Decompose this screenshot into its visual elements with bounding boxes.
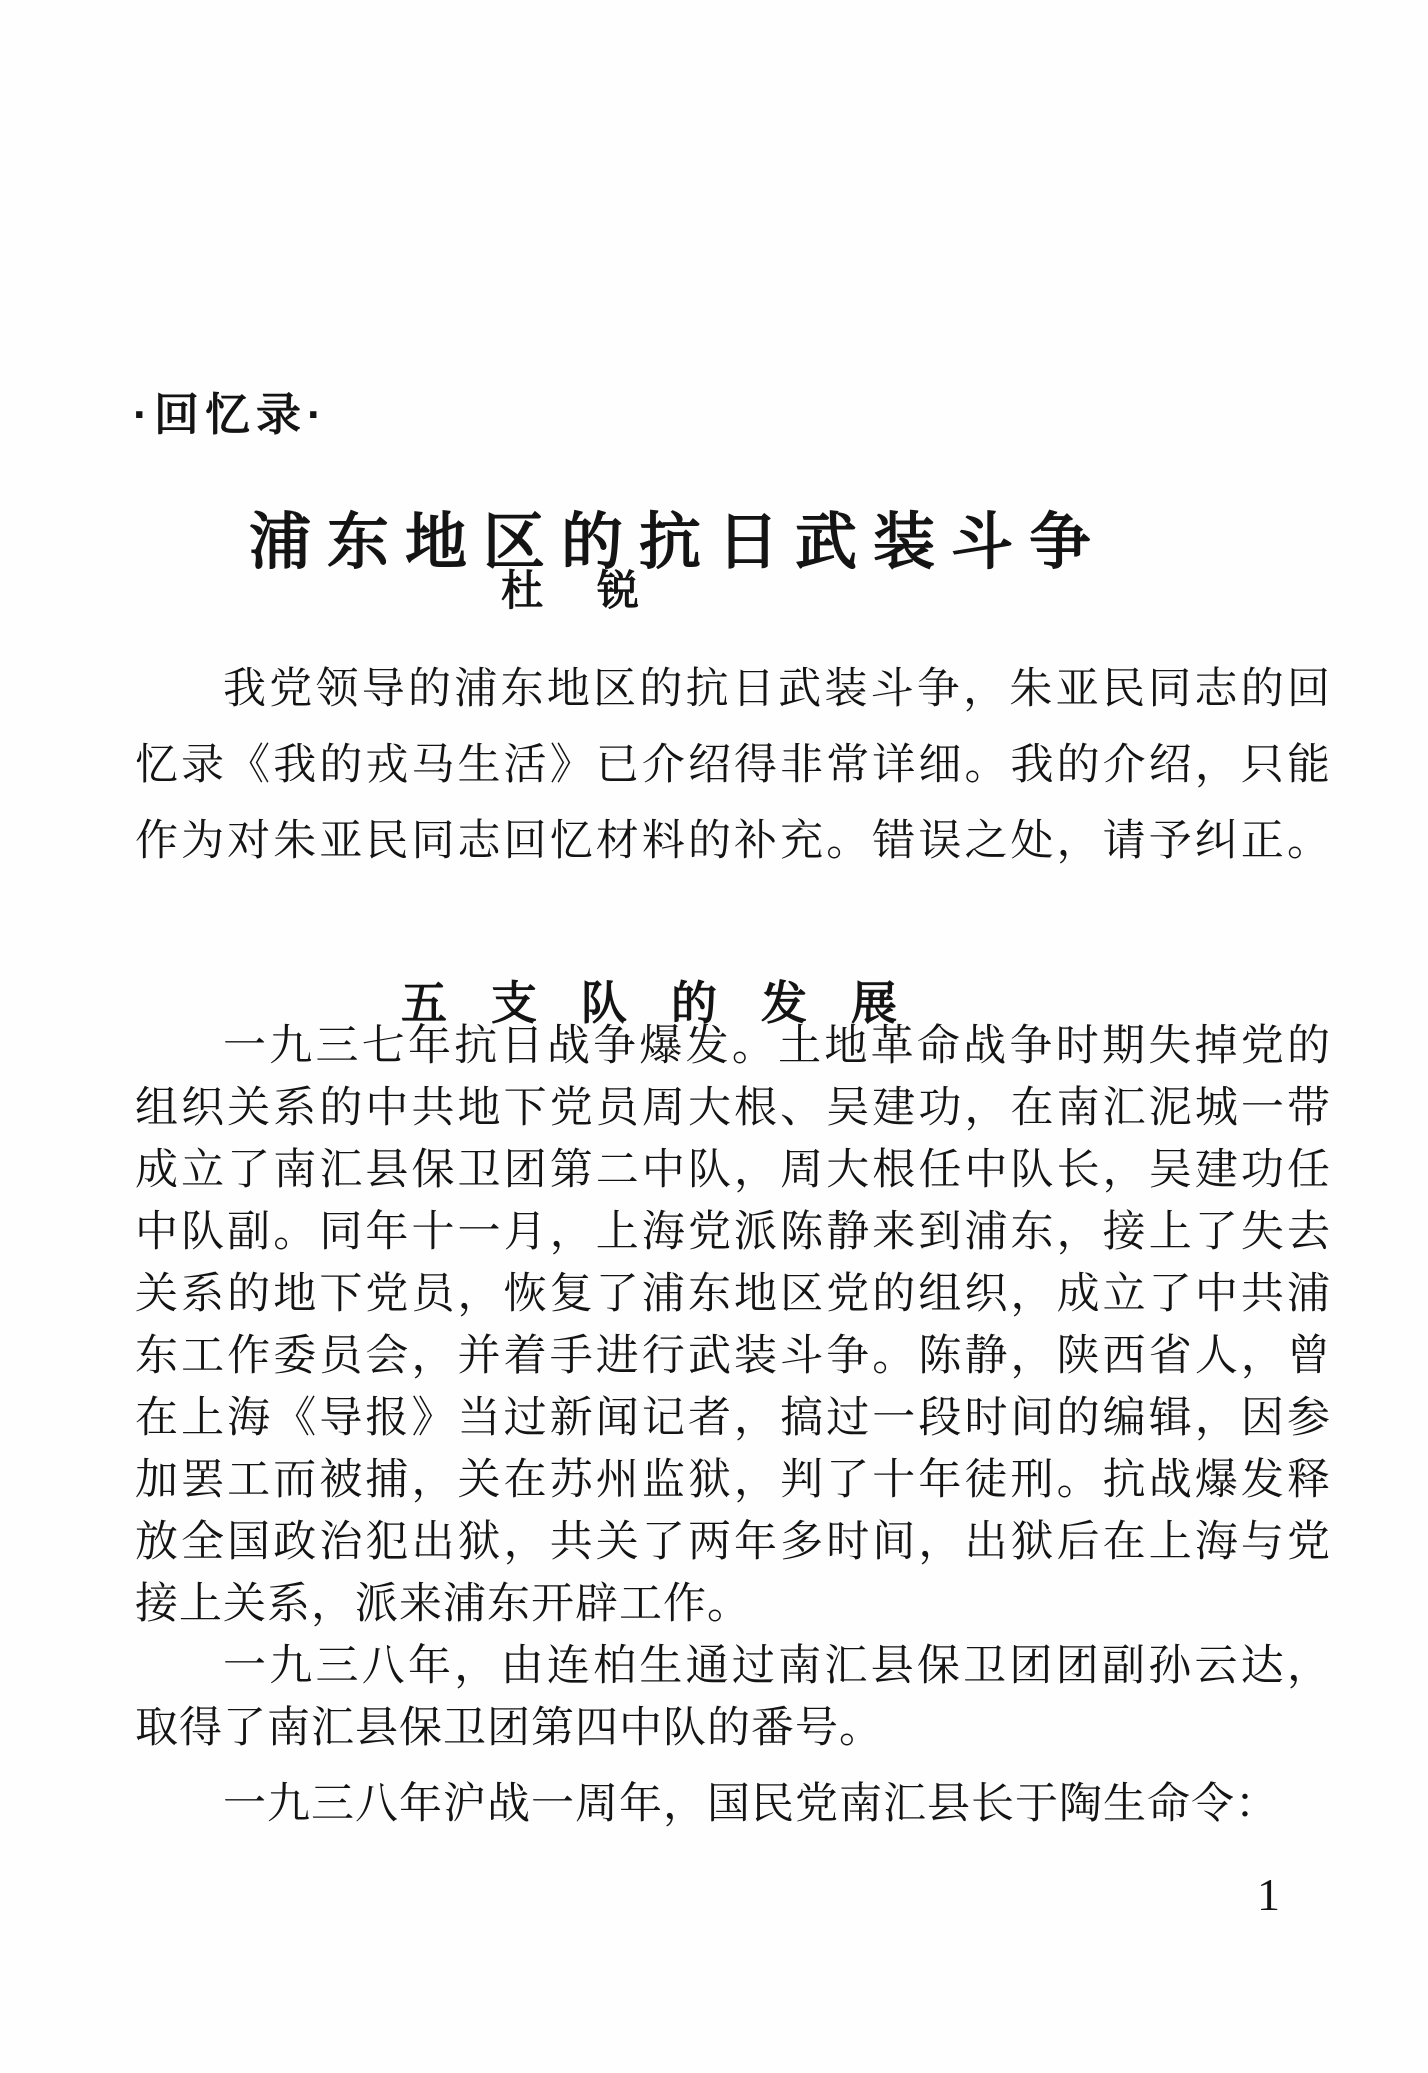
- intro-line: 忆录《我的戎马生活》已介绍得非常详细。我的介绍，只能: [135, 742, 1331, 789]
- body-line: 组织关系的中共地下党员周大根、吴建功，在南汇泥城一带: [135, 1085, 1331, 1132]
- section-heading: 五支队的发展: [401, 977, 941, 1030]
- body-line: 成立了南汇县保卫团第二中队，周大根任中队长，吴建功任: [135, 1147, 1331, 1194]
- body-line: 中队副。同年十一月，上海党派陈静来到浦东，接上了失去: [135, 1209, 1331, 1256]
- intro-line: 作为对朱亚民同志回忆材料的补充。错误之处，请予纠正。: [135, 818, 1331, 865]
- body-line: 东工作委员会，并着手进行武装斗争。陈静，陕西省人，曾: [135, 1333, 1331, 1380]
- page-number: 1: [1257, 1869, 1280, 1920]
- body-line: 一九三八年沪战一周年，国民党南汇县长于陶生命令：: [223, 1781, 1279, 1828]
- intro-paragraph: [135, 652, 1331, 880]
- body-line: 接上关系，派来浦东开辟工作。: [135, 1581, 751, 1628]
- body-line: 一九三七年抗日战争爆发。土地革命战争时期失掉党的: [223, 1023, 1331, 1070]
- body-line: 放全国政治犯出狱，共关了两年多时间，出狱后在上海与党: [135, 1519, 1331, 1566]
- author-name: 杜 锐: [500, 567, 645, 614]
- body-line: 加罢工而被捕，关在苏州监狱，判了十年徒刑。抗战爆发释: [135, 1457, 1331, 1504]
- body-line: 一九三八年，由连柏生通过南汇县保卫团团副孙云达，: [223, 1643, 1331, 1690]
- body-line: 在上海《导报》当过新闻记者，搞过一段时间的编辑，因参: [135, 1395, 1331, 1442]
- intro-line: 我党领导的浦东地区的抗日武装斗争，朱亚民同志的回: [223, 666, 1331, 713]
- body-text: [135, 1016, 1331, 1836]
- category-label: ·回忆录·: [133, 389, 328, 440]
- text-column: [135, 0, 1331, 2073]
- body-line: 关系的地下党员，恢复了浦东地区党的组织，成立了中共浦: [135, 1271, 1331, 1318]
- article-title: 浦东地区的抗日武装斗争: [248, 508, 1107, 577]
- body-line: 取得了南汇县保卫团第四中队的番号。: [135, 1705, 883, 1752]
